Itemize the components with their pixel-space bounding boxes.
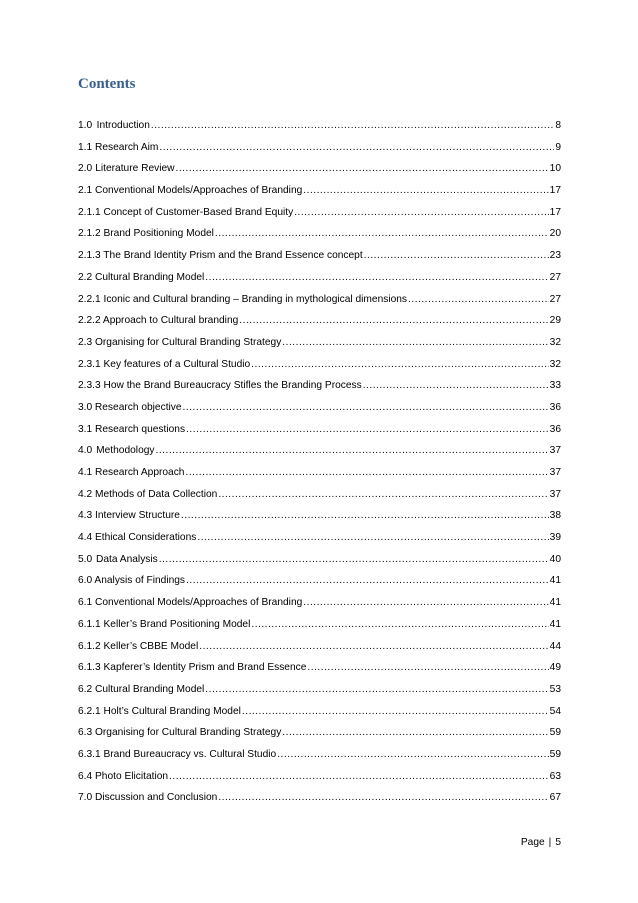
- toc-dot-leader: [181, 509, 549, 522]
- toc-dot-leader: [277, 748, 548, 761]
- toc-dot-leader: [282, 726, 548, 739]
- toc-dot-leader: [197, 531, 548, 544]
- toc-entry-title: 2.3.3 How the Brand Bureaucracy Stifles the Branding Process: [78, 380, 362, 392]
- toc-entry-page: 17: [549, 206, 561, 218]
- toc-entry-title: 4.4 Ethical Considerations: [78, 532, 197, 544]
- toc-entry-title: Methodology: [96, 445, 155, 457]
- toc-entry-page: 32: [549, 358, 561, 370]
- toc-entry[interactable]: [78, 596, 561, 618]
- toc-entry-page: 36: [549, 423, 561, 435]
- toc-entry-title: 2.1.1 Concept of Customer-Based Brand Equity: [78, 206, 294, 218]
- toc-dot-leader: [186, 574, 549, 587]
- toc-entry-title: 4.2 Methods of Data Collection: [78, 488, 218, 500]
- toc-entry[interactable]: [78, 162, 561, 184]
- toc-entry-title: 4.1 Research Approach: [78, 467, 185, 478]
- toc-entry-title: 7.0 Discussion and Conclusion: [78, 792, 218, 804]
- toc-dot-leader: [199, 640, 548, 653]
- toc-entry-title: 6.1 Conventional Models/Approaches of Branding: [78, 597, 303, 609]
- toc-entry-title: 6.3.1 Brand Bureaucracy vs. Cultural Studio: [78, 748, 277, 760]
- page-footer: [521, 837, 561, 848]
- toc-entry[interactable]: [78, 748, 561, 770]
- toc-entry-title: 6.1.1 Keller’s Brand Positioning Model: [78, 618, 251, 630]
- toc-entry[interactable]: [78, 509, 561, 531]
- toc-dot-leader: [218, 791, 548, 804]
- toc-entry-page: 63: [549, 770, 561, 782]
- toc-entry-title: 2.2 Cultural Branding Model: [78, 271, 205, 283]
- toc-entry[interactable]: [78, 271, 561, 293]
- toc-entry-title: 6.1.2 Keller’s CBBE Model: [78, 640, 199, 652]
- toc-entry-page: 9: [555, 141, 561, 153]
- toc-entry[interactable]: [78, 466, 561, 488]
- toc-entry-title: 4.3 Interview Structure: [78, 510, 180, 522]
- toc-entry-title: 2.2.2 Approach to Cultural branding: [78, 315, 239, 327]
- toc-entry-number: 3.0: [78, 401, 93, 413]
- toc-entry-page: 59: [549, 748, 561, 760]
- toc-dot-leader: [282, 336, 548, 349]
- toc-entry-page: 44: [549, 640, 561, 652]
- toc-dot-leader: [242, 705, 549, 718]
- toc-entry-page: 39: [549, 532, 561, 544]
- toc-entry-number: 2.0: [78, 163, 93, 175]
- toc-entry-title: 6.2 Cultural Branding Model: [78, 683, 205, 695]
- toc-entry-title: 6.0 Analysis of Findings: [78, 575, 186, 587]
- toc-dot-leader: [294, 206, 548, 219]
- toc-entry[interactable]: [78, 640, 561, 662]
- page-label: Page: [520, 837, 545, 848]
- toc-dot-leader: [185, 466, 548, 479]
- toc-dot-leader: [239, 314, 548, 327]
- toc-entry[interactable]: [78, 141, 561, 163]
- toc-entry-page: 59: [549, 727, 561, 739]
- toc-entry-title: Literature Review: [95, 163, 175, 175]
- toc-entry-title: 6.4 Photo Elicitation: [78, 770, 169, 782]
- toc-entry-title: Data Analysis: [96, 553, 158, 565]
- toc-entry-page: 37: [549, 445, 561, 457]
- toc-entry-page: 27: [549, 271, 561, 283]
- toc-dot-leader: [159, 141, 554, 154]
- toc-entry[interactable]: [78, 444, 561, 466]
- toc-entry-page: 23: [549, 250, 561, 262]
- toc-entry-title: 6.1.3 Kapferer’s Identity Prism and Brand Essence: [78, 662, 307, 674]
- toc-entry-page: 41: [549, 618, 561, 630]
- toc-entry[interactable]: [78, 293, 561, 315]
- toc-dot-leader: [218, 488, 548, 501]
- toc-entry-title: 2.1.2 Brand Positioning Model: [78, 228, 214, 240]
- toc-dot-leader: [215, 227, 549, 240]
- toc-entry-page: 10: [549, 163, 561, 175]
- toc-dot-leader: [159, 553, 549, 566]
- toc-dot-leader: [303, 596, 548, 609]
- toc-dot-leader: [205, 683, 548, 696]
- toc-dot-leader: [307, 661, 548, 674]
- toc-entry-title: 2.1 Conventional Models/Approaches of Branding: [78, 185, 303, 197]
- toc-entry-title: 2.1.3 The Brand Identity Prism and the Brand Essence concept: [78, 250, 363, 262]
- toc-dot-leader: [183, 401, 549, 414]
- page-separator: |: [548, 837, 552, 848]
- toc-entry[interactable]: [78, 705, 561, 727]
- toc-entry-page: 37: [549, 488, 561, 500]
- toc-entry-number: 5.0: [78, 553, 93, 565]
- toc-entry-page: 53: [549, 683, 561, 695]
- toc-entry[interactable]: [78, 184, 561, 206]
- toc-entry[interactable]: [78, 227, 561, 249]
- toc-entry[interactable]: [78, 574, 561, 596]
- toc-entry-page: 29: [549, 315, 561, 327]
- toc-entry-page: 36: [549, 401, 561, 413]
- toc-dot-leader: [408, 293, 549, 306]
- toc-entry-page: 33: [549, 380, 561, 392]
- toc-dot-leader: [156, 444, 549, 457]
- toc-dot-leader: [251, 618, 548, 631]
- toc-entry-page: 67: [549, 792, 561, 804]
- toc-entry[interactable]: [78, 531, 561, 553]
- toc-entry-title: 2.3 Organising for Cultural Branding Strategy: [78, 336, 282, 348]
- toc-entry-page: 54: [549, 705, 561, 717]
- toc-dot-leader: [176, 162, 549, 175]
- toc-entry[interactable]: [78, 314, 561, 336]
- toc-entry-page: 17: [549, 185, 561, 197]
- toc-entry-page: 49: [549, 662, 561, 674]
- toc-dot-leader: [186, 423, 549, 436]
- toc-entry[interactable]: [78, 119, 561, 141]
- toc-entry[interactable]: [78, 770, 561, 792]
- toc-entry[interactable]: [78, 618, 561, 640]
- toc-entry-number: 1.0: [78, 120, 93, 131]
- toc-heading: Contents: [78, 76, 136, 92]
- toc-entry[interactable]: [78, 336, 561, 358]
- toc-entry[interactable]: [78, 379, 561, 401]
- toc-entry[interactable]: [78, 683, 561, 705]
- toc-entry-page: 27: [549, 293, 561, 305]
- toc-dot-leader: [205, 271, 548, 284]
- toc-entry-page: 41: [549, 597, 561, 609]
- toc-entry-page: 41: [549, 575, 561, 587]
- toc-entry[interactable]: [78, 791, 561, 813]
- toc-entry-title: 2.3.1 Key features of a Cultural Studio: [78, 358, 251, 370]
- toc-entry-page: 20: [549, 228, 561, 240]
- toc-entry[interactable]: [78, 726, 561, 748]
- toc-entry-page: 38: [549, 510, 561, 522]
- toc-dot-leader: [364, 249, 549, 262]
- toc-entry-title: 6.2.1 Holt’s Cultural Branding Model: [78, 705, 241, 717]
- toc-entry[interactable]: [78, 401, 561, 423]
- page-number: 5: [555, 837, 561, 848]
- toc-dot-leader: [169, 770, 549, 783]
- toc-dot-leader: [363, 379, 549, 392]
- toc-entry[interactable]: [78, 358, 561, 380]
- toc-dot-leader: [151, 119, 554, 132]
- toc-entry[interactable]: [78, 423, 561, 445]
- toc-entry-page: 32: [549, 336, 561, 348]
- toc-entry[interactable]: [78, 249, 561, 271]
- toc-entry-title: Research objective: [94, 401, 182, 413]
- toc-entry[interactable]: [78, 661, 561, 683]
- toc-entry-number: 4.0: [78, 445, 93, 457]
- toc-entry-title: Introduction: [96, 120, 150, 131]
- toc-entry-title: 2.2.1 Iconic and Cultural branding – Branding in mythological dimensions: [78, 293, 408, 305]
- toc-entry-page: 37: [549, 467, 561, 478]
- toc-entry-title: 3.1 Research questions: [78, 423, 186, 435]
- toc-entry[interactable]: [78, 206, 561, 228]
- toc-entry-page: 8: [555, 120, 561, 131]
- toc-entry[interactable]: [78, 488, 561, 510]
- toc-entry-page: 40: [549, 553, 561, 565]
- toc-entry-title: 1.1 Research Aim: [78, 141, 159, 153]
- toc-entry[interactable]: [78, 553, 561, 575]
- toc-list: [78, 119, 561, 813]
- toc-entry-title: 6.3 Organising for Cultural Branding Strategy: [78, 727, 282, 739]
- toc-dot-leader: [303, 184, 548, 197]
- toc-dot-leader: [251, 358, 548, 371]
